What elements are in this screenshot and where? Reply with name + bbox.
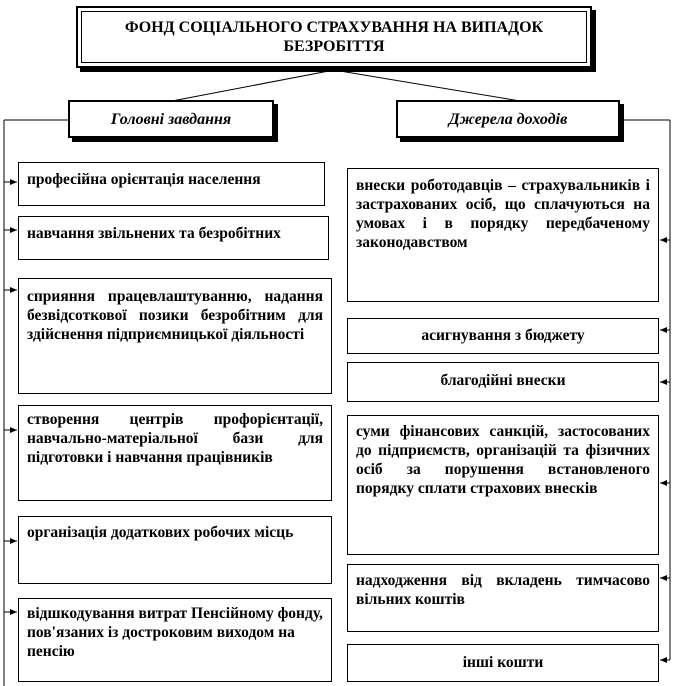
income-item	[347, 168, 659, 302]
task-item	[18, 162, 325, 206]
income-item-text: асигнування з бюджету	[421, 327, 585, 344]
income-item	[347, 415, 659, 555]
income-item-text: внески роботодавців – страхувальників і застрахованих осіб, що сплачуються на умовах і в порядку передбаченому законодавством	[356, 177, 650, 251]
income-item	[347, 564, 659, 632]
heading-main-tasks	[68, 100, 274, 138]
task-item	[18, 516, 332, 584]
income-item	[347, 318, 659, 354]
task-item-text: професійна орієнтація населення	[27, 171, 261, 188]
fund-title-text: ФОНД СОЦІАЛЬНОГО СТРАХУВАННЯ НА ВИПАДОК БЕЗРОБІТТЯ	[124, 19, 544, 55]
task-item	[18, 216, 329, 260]
task-item-text: сприяння працевлаштуванню, надання безвідсоткової позики безробітним для здійснення підприємницької діяльності	[27, 288, 323, 343]
income-item-text: інші кошти	[462, 654, 544, 671]
task-item	[18, 598, 332, 682]
task-item-text: створення центрів профорієнтації, навчально-матеріальної бази для підготовки і навчання працівників	[27, 411, 323, 466]
task-item	[18, 278, 332, 394]
task-item	[18, 405, 332, 501]
task-item-text: відшкодування витрат Пенсійному фонду, пов'язаних із достроковим виходом на пенсію	[27, 605, 323, 660]
fund-title	[76, 6, 592, 68]
heading-main-tasks-text: Головні завдання	[110, 110, 232, 128]
income-item-text: благодійні внески	[440, 372, 566, 389]
task-item-text: організація додаткових робочих місць	[27, 524, 294, 541]
income-item	[347, 644, 659, 682]
task-item-text: навчання звільнених та безробітних	[27, 225, 281, 242]
heading-income-sources	[396, 100, 620, 138]
heading-income-sources-text: Джерела доходів	[448, 110, 568, 128]
income-item-text: суми фінансових санкцій, застосованих до підприємств, організацій та фізичних осіб за порушення встановленого порядку сплати страхових внесків	[356, 423, 650, 497]
income-item	[347, 362, 659, 402]
income-item-text: надходження від вкладень тимчасово вільних коштів	[356, 572, 650, 608]
